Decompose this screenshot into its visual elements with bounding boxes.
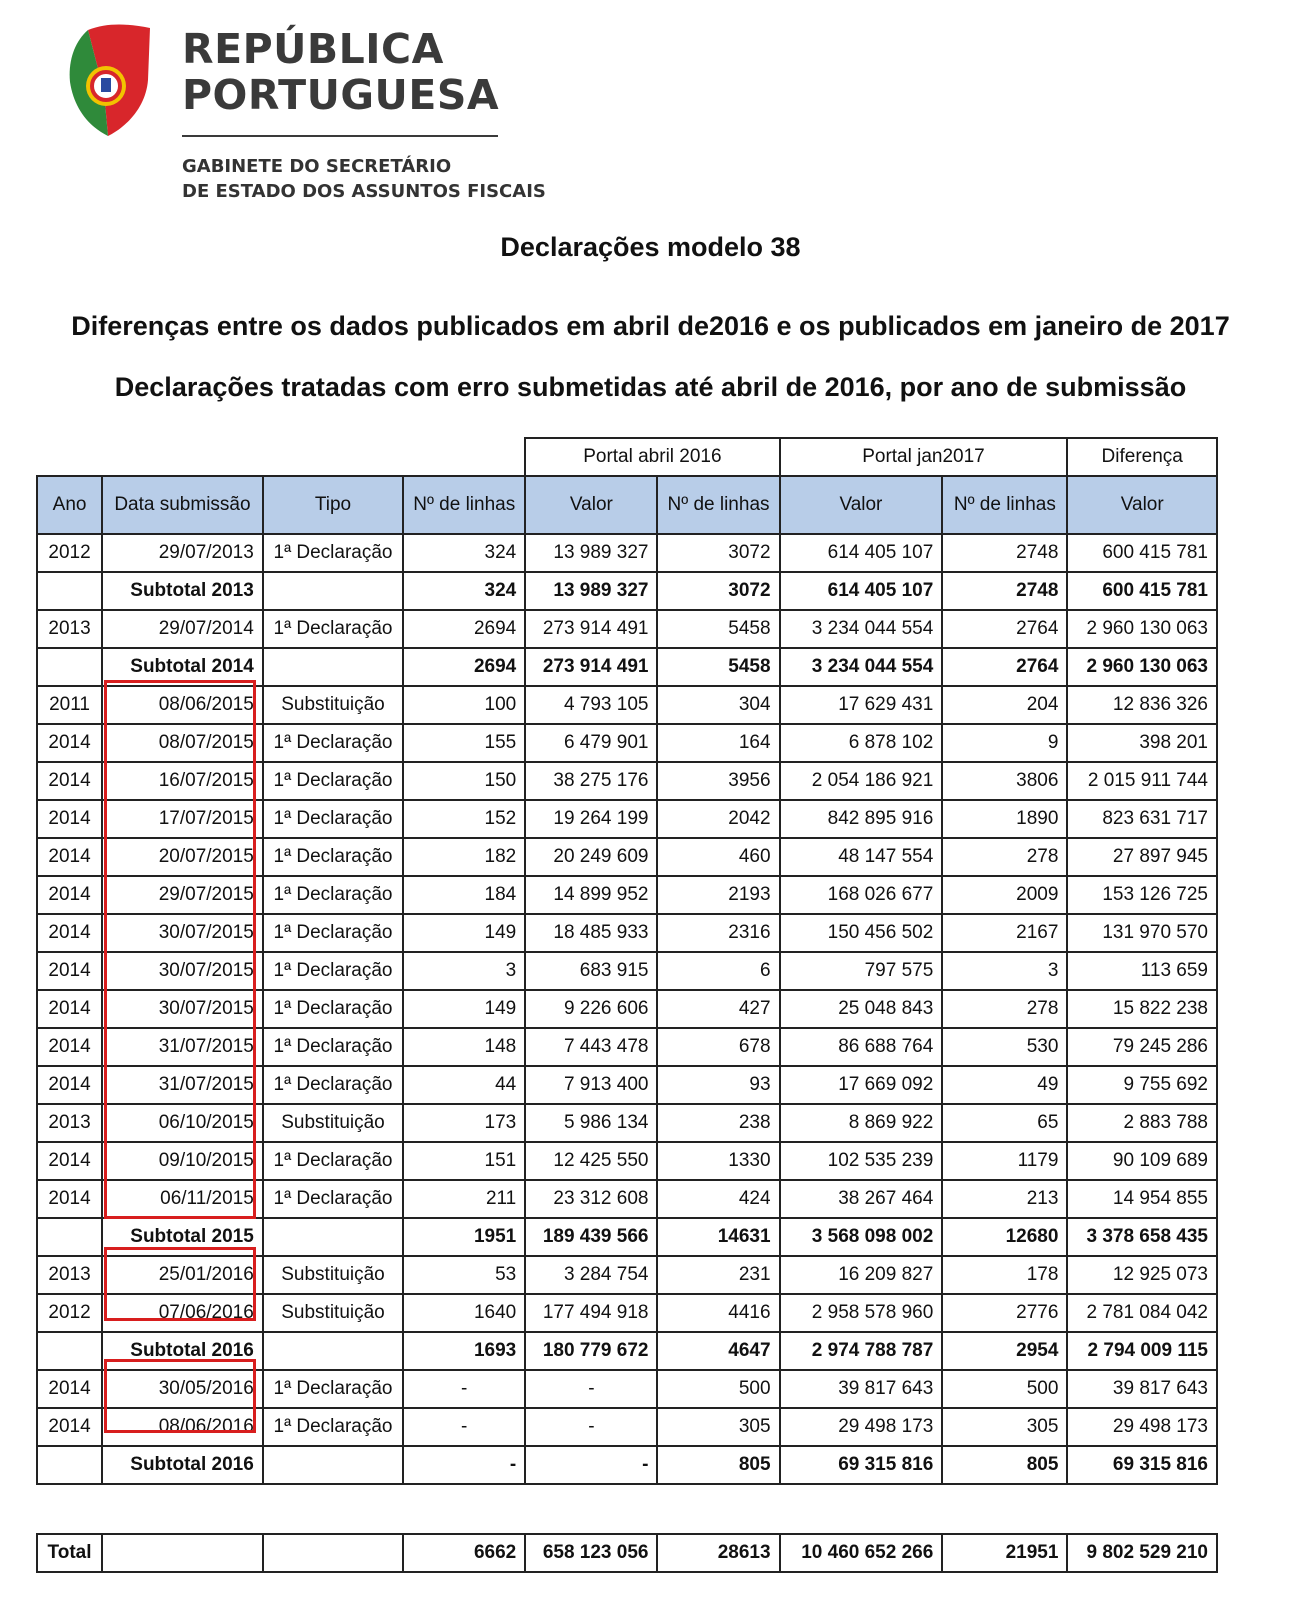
table-cell: 1ª Declaração: [263, 1142, 403, 1180]
table-cell: 2014: [37, 876, 102, 914]
org-name-line1: REPÚBLICA: [182, 25, 444, 73]
table-cell: 3 378 658 435: [1067, 1218, 1217, 1256]
table-cell: 398 201: [1067, 724, 1217, 762]
table-cell: 16/07/2015: [102, 762, 263, 800]
table-cell: 149: [403, 990, 525, 1028]
total-label: Total: [37, 1534, 102, 1572]
table-cell: 805: [942, 1446, 1067, 1484]
table-cell: 150: [403, 762, 525, 800]
table-cell: 8 869 922: [780, 1104, 943, 1142]
table-cell: 2 974 788 787: [780, 1332, 943, 1370]
table-cell: -: [525, 1370, 657, 1408]
table-cell: 48 147 554: [780, 838, 943, 876]
table-cell: 213: [942, 1180, 1067, 1218]
column-header-row: [37, 476, 1217, 534]
table-cell: Subtotal 2016: [102, 1332, 263, 1370]
table-cell: 2 015 911 744: [1067, 762, 1217, 800]
table-cell: 500: [657, 1370, 779, 1408]
document-title: Declarações modelo 38: [500, 232, 801, 262]
table-cell: 173: [403, 1104, 525, 1142]
table-cell: 113 659: [1067, 952, 1217, 990]
table-cell: 2 883 788: [1067, 1104, 1217, 1142]
table-cell: 842 895 916: [780, 800, 943, 838]
table-cell: 2748: [942, 572, 1067, 610]
table-cell: 31/07/2015: [102, 1066, 263, 1104]
table-cell: 178: [942, 1256, 1067, 1294]
table-cell: 3 284 754: [525, 1256, 657, 1294]
portugal-coat-of-arms-icon: [68, 22, 152, 140]
table-cell: 1ª Declaração: [263, 952, 403, 990]
table-cell: 164: [657, 724, 779, 762]
table-cell: 14631: [657, 1218, 779, 1256]
col-header-linhas-jan: Nº de linhas: [657, 476, 779, 534]
table-cell: 7 443 478: [525, 1028, 657, 1066]
table-cell: 3072: [657, 534, 779, 572]
table-cell: 600 415 781: [1067, 572, 1217, 610]
table-cell: 231: [657, 1256, 779, 1294]
table-cell: 153 126 725: [1067, 876, 1217, 914]
total-table: [36, 1533, 1218, 1573]
group-header-portal-jan: Portal jan2017: [780, 438, 1068, 476]
table-cell: [263, 1218, 403, 1256]
table-cell: 90 109 689: [1067, 1142, 1217, 1180]
table-cell: 79 245 286: [1067, 1028, 1217, 1066]
table-cell: 1ª Declaração: [263, 990, 403, 1028]
table-cell: -: [403, 1446, 525, 1484]
table-cell: 15 822 238: [1067, 990, 1217, 1028]
table-row: [37, 1408, 1217, 1446]
table-cell: 168 026 677: [780, 876, 943, 914]
table-row: [37, 914, 1217, 952]
table-cell: 2014: [37, 724, 102, 762]
table-cell: 460: [657, 838, 779, 876]
table-cell: 3072: [657, 572, 779, 610]
table-cell: 9 755 692: [1067, 1066, 1217, 1104]
table-cell: 2012: [37, 1294, 102, 1332]
col-header-tipo: Tipo: [263, 476, 403, 534]
table-cell: 38 275 176: [525, 762, 657, 800]
table-cell: 2014: [37, 762, 102, 800]
table-cell: 49: [942, 1066, 1067, 1104]
total-cell: 6662: [403, 1534, 525, 1572]
table-cell: 1ª Declaração: [263, 534, 403, 572]
table-cell: 131 970 570: [1067, 914, 1217, 952]
col-header-valor-jan: Valor: [780, 476, 943, 534]
table-cell: 7 913 400: [525, 1066, 657, 1104]
table-cell: 2748: [942, 534, 1067, 572]
table-cell: Subtotal 2015: [102, 1218, 263, 1256]
table-cell: 86 688 764: [780, 1028, 943, 1066]
table-cell: 14 899 952: [525, 876, 657, 914]
table-cell: 6 479 901: [525, 724, 657, 762]
table-cell: 06/10/2015: [102, 1104, 263, 1142]
table-cell: 1951: [403, 1218, 525, 1256]
table-cell: 3 234 044 554: [780, 648, 943, 686]
table-cell: 08/06/2016: [102, 1408, 263, 1446]
table-cell: 9 226 606: [525, 990, 657, 1028]
table-row: [37, 686, 1217, 724]
table-cell: 2694: [403, 610, 525, 648]
table-cell: 678: [657, 1028, 779, 1066]
table-cell: 17 669 092: [780, 1066, 943, 1104]
table-cell: 38 267 464: [780, 1180, 943, 1218]
table-cell: 07/06/2016: [102, 1294, 263, 1332]
table-cell: 17/07/2015: [102, 800, 263, 838]
table-cell: 39 817 643: [780, 1370, 943, 1408]
table-cell: 2011: [37, 686, 102, 724]
subtotal-row: [37, 1446, 1217, 1484]
table-cell: 29/07/2014: [102, 610, 263, 648]
table-cell: 1640: [403, 1294, 525, 1332]
table-cell: 2042: [657, 800, 779, 838]
table-cell: 2012: [37, 534, 102, 572]
table-cell: 211: [403, 1180, 525, 1218]
table-row: [37, 800, 1217, 838]
table-cell: 1ª Declaração: [263, 1370, 403, 1408]
table-cell: 6: [657, 952, 779, 990]
table-cell: 500: [942, 1370, 1067, 1408]
table-cell: 69 315 816: [1067, 1446, 1217, 1484]
group-header-diferenca: Diferença: [1067, 438, 1217, 476]
document-subtitle: Diferenças entre os dados publicados em abril de2016 e os publicados em janeiro de 2017: [71, 311, 1230, 341]
table-cell: 304: [657, 686, 779, 724]
table-cell: 29/07/2015: [102, 876, 263, 914]
table-cell: 25 048 843: [780, 990, 943, 1028]
table-cell: 600 415 781: [1067, 534, 1217, 572]
table-cell: 530: [942, 1028, 1067, 1066]
org-name-line2: PORTUGUESA: [182, 71, 500, 119]
table-cell: 1ª Declaração: [263, 610, 403, 648]
dept-line2: DE ESTADO DOS ASSUNTOS FISCAIS: [182, 181, 546, 202]
col-header-ano: Ano: [37, 476, 102, 534]
table-cell: 2 958 578 960: [780, 1294, 943, 1332]
declarations-table: [36, 437, 1218, 1485]
table-cell: 23 312 608: [525, 1180, 657, 1218]
table-cell: 12 425 550: [525, 1142, 657, 1180]
table-cell: 09/10/2015: [102, 1142, 263, 1180]
table-cell: 180 779 672: [525, 1332, 657, 1370]
table-cell: 305: [657, 1408, 779, 1446]
table-row: [37, 1104, 1217, 1142]
table-cell: 2013: [37, 1256, 102, 1294]
table-row: [37, 1066, 1217, 1104]
table-cell: 29/07/2013: [102, 534, 263, 572]
table-cell: 2193: [657, 876, 779, 914]
table-cell: 823 631 717: [1067, 800, 1217, 838]
table-cell: 30/07/2015: [102, 990, 263, 1028]
group-header-row: [37, 438, 1217, 476]
table-cell: 155: [403, 724, 525, 762]
table-cell: Subtotal 2016: [102, 1446, 263, 1484]
department-name: [182, 154, 546, 204]
table-cell: 16 209 827: [780, 1256, 943, 1294]
col-header-valor-dif: Valor: [1067, 476, 1217, 534]
table-cell: 29 498 173: [780, 1408, 943, 1446]
table-cell: 6 878 102: [780, 724, 943, 762]
table-cell: Substituição: [263, 1256, 403, 1294]
table-cell: 204: [942, 686, 1067, 724]
table-cell: 29 498 173: [1067, 1408, 1217, 1446]
table-cell: 2764: [942, 610, 1067, 648]
table-cell: 08/07/2015: [102, 724, 263, 762]
table-cell: 3 568 098 002: [780, 1218, 943, 1256]
table-cell: Subtotal 2013: [102, 572, 263, 610]
table-cell: 2014: [37, 1370, 102, 1408]
table-row: [37, 1028, 1217, 1066]
total-cell: 28613: [657, 1534, 779, 1572]
table-cell: 2014: [37, 1142, 102, 1180]
table-cell: 1ª Declaração: [263, 838, 403, 876]
table-cell: 30/05/2016: [102, 1370, 263, 1408]
table-cell: 3: [942, 952, 1067, 990]
table-cell: [37, 648, 102, 686]
table-cell: 3956: [657, 762, 779, 800]
table-cell: 2014: [37, 800, 102, 838]
table-cell: 65: [942, 1104, 1067, 1142]
table-cell: 100: [403, 686, 525, 724]
table-cell: 4647: [657, 1332, 779, 1370]
total-cell: 21951: [942, 1534, 1067, 1572]
table-cell: 1ª Declaração: [263, 800, 403, 838]
table-cell: 278: [942, 838, 1067, 876]
table-row: [37, 1294, 1217, 1332]
col-header-data: Data submissão: [102, 476, 263, 534]
table-row: [37, 838, 1217, 876]
subtotal-row: [37, 648, 1217, 686]
table-cell: 39 817 643: [1067, 1370, 1217, 1408]
col-header-valor-abril: Valor: [525, 476, 657, 534]
total-cell: [263, 1534, 403, 1572]
table-cell: 2 054 186 921: [780, 762, 943, 800]
table-cell: 177 494 918: [525, 1294, 657, 1332]
table-cell: 93: [657, 1066, 779, 1104]
table-cell: 1890: [942, 800, 1067, 838]
table-cell: 1ª Declaração: [263, 1066, 403, 1104]
table-cell: 1ª Declaração: [263, 1408, 403, 1446]
table-cell: 20/07/2015: [102, 838, 263, 876]
table-cell: 1ª Declaração: [263, 762, 403, 800]
table-cell: [37, 1446, 102, 1484]
table-cell: 4416: [657, 1294, 779, 1332]
table-row: [37, 952, 1217, 990]
table-cell: 5458: [657, 648, 779, 686]
table-cell: 3 234 044 554: [780, 610, 943, 648]
table-cell: 2694: [403, 648, 525, 686]
table-cell: 2013: [37, 610, 102, 648]
table-cell: 1179: [942, 1142, 1067, 1180]
table-cell: 184: [403, 876, 525, 914]
table-cell: 2316: [657, 914, 779, 952]
table-cell: 4 793 105: [525, 686, 657, 724]
header-divider: [182, 135, 498, 137]
total-cell: 658 123 056: [525, 1534, 657, 1572]
table-row: [37, 534, 1217, 572]
table-cell: 14 954 855: [1067, 1180, 1217, 1218]
table-cell: 1693: [403, 1332, 525, 1370]
table-cell: [37, 1332, 102, 1370]
table-cell: -: [525, 1408, 657, 1446]
table-cell: 2009: [942, 876, 1067, 914]
table-cell: 238: [657, 1104, 779, 1142]
table-cell: 1330: [657, 1142, 779, 1180]
table-row: [37, 1256, 1217, 1294]
table-cell: 148: [403, 1028, 525, 1066]
table-cell: 19 264 199: [525, 800, 657, 838]
table-cell: 324: [403, 572, 525, 610]
table-cell: -: [403, 1370, 525, 1408]
table-cell: Subtotal 2014: [102, 648, 263, 686]
table-row: [37, 724, 1217, 762]
table-cell: Substituição: [263, 1294, 403, 1332]
table-cell: [37, 572, 102, 610]
table-cell: 189 439 566: [525, 1218, 657, 1256]
table-cell: 1ª Declaração: [263, 876, 403, 914]
table-cell: 683 915: [525, 952, 657, 990]
table-cell: 31/07/2015: [102, 1028, 263, 1066]
subtotal-row: [37, 1218, 1217, 1256]
group-header-portal-abril: Portal abril 2016: [525, 438, 779, 476]
total-row: [37, 1534, 1217, 1572]
table-cell: 69 315 816: [780, 1446, 943, 1484]
col-header-linhas-dif: Nº de linhas: [942, 476, 1067, 534]
table-cell: 2014: [37, 1028, 102, 1066]
table-cell: 53: [403, 1256, 525, 1294]
table-row: [37, 1180, 1217, 1218]
organization-name: [182, 26, 499, 118]
table-row: [37, 762, 1217, 800]
table-cell: 1ª Declaração: [263, 724, 403, 762]
table-cell: 12680: [942, 1218, 1067, 1256]
table-cell: Substituição: [263, 686, 403, 724]
table-cell: [263, 572, 403, 610]
table-cell: 427: [657, 990, 779, 1028]
table-cell: 2 960 130 063: [1067, 648, 1217, 686]
table-cell: 44: [403, 1066, 525, 1104]
table-cell: 2014: [37, 1180, 102, 1218]
table-cell: 2014: [37, 990, 102, 1028]
table-cell: 3: [403, 952, 525, 990]
total-cell: [102, 1534, 263, 1572]
table-cell: 273 914 491: [525, 610, 657, 648]
table-cell: 152: [403, 800, 525, 838]
table-cell: Substituição: [263, 1104, 403, 1142]
table-cell: 06/11/2015: [102, 1180, 263, 1218]
table-cell: 30/07/2015: [102, 914, 263, 952]
table-cell: 5458: [657, 610, 779, 648]
table-row: [37, 1142, 1217, 1180]
subtotal-row: [37, 1332, 1217, 1370]
document-subtitle-2: Declarações tratadas com erro submetidas até abril de 2016, por ano de submissão: [114, 372, 1187, 402]
table-row: [37, 1370, 1217, 1408]
table-cell: 2013: [37, 1104, 102, 1142]
table-cell: 1ª Declaração: [263, 1180, 403, 1218]
total-cell: 9 802 529 210: [1067, 1534, 1217, 1572]
subtotal-row: [37, 572, 1217, 610]
table-cell: 2776: [942, 1294, 1067, 1332]
table-cell: 2014: [37, 1066, 102, 1104]
table-cell: 17 629 431: [780, 686, 943, 724]
table-cell: 805: [657, 1446, 779, 1484]
table-cell: [263, 1446, 403, 1484]
table-cell: 18 485 933: [525, 914, 657, 952]
table-cell: 3806: [942, 762, 1067, 800]
table-row: [37, 990, 1217, 1028]
table-cell: -: [403, 1408, 525, 1446]
table-cell: 2954: [942, 1332, 1067, 1370]
table-cell: 27 897 945: [1067, 838, 1217, 876]
table-cell: 102 535 239: [780, 1142, 943, 1180]
table-cell: 13 989 327: [525, 572, 657, 610]
table-cell: 614 405 107: [780, 534, 943, 572]
table-cell: 12 836 326: [1067, 686, 1217, 724]
table-cell: 273 914 491: [525, 648, 657, 686]
table-row: [37, 610, 1217, 648]
table-cell: 12 925 073: [1067, 1256, 1217, 1294]
table-cell: 1ª Declaração: [263, 914, 403, 952]
table-cell: 2 794 009 115: [1067, 1332, 1217, 1370]
table-cell: 2014: [37, 838, 102, 876]
col-header-linhas-abril: Nº de linhas: [403, 476, 525, 534]
table-cell: 182: [403, 838, 525, 876]
table-cell: 2167: [942, 914, 1067, 952]
table-cell: [37, 1218, 102, 1256]
table-cell: 305: [942, 1408, 1067, 1446]
table-cell: 13 989 327: [525, 534, 657, 572]
table-cell: 25/01/2016: [102, 1256, 263, 1294]
table-row: [37, 876, 1217, 914]
table-cell: -: [525, 1446, 657, 1484]
table-cell: 324: [403, 534, 525, 572]
dept-line1: GABINETE DO SECRETÁRIO: [182, 156, 452, 177]
table-cell: 2 960 130 063: [1067, 610, 1217, 648]
table-cell: 20 249 609: [525, 838, 657, 876]
table-cell: [263, 648, 403, 686]
table-cell: 2 781 084 042: [1067, 1294, 1217, 1332]
table-cell: 5 986 134: [525, 1104, 657, 1142]
table-cell: 151: [403, 1142, 525, 1180]
table-cell: 797 575: [780, 952, 943, 990]
table-cell: 278: [942, 990, 1067, 1028]
table-cell: 149: [403, 914, 525, 952]
table-cell: 2014: [37, 914, 102, 952]
total-cell: 10 460 652 266: [780, 1534, 943, 1572]
table-cell: 614 405 107: [780, 572, 943, 610]
table-cell: [263, 1332, 403, 1370]
table-cell: 150 456 502: [780, 914, 943, 952]
table-cell: 2014: [37, 952, 102, 990]
table-cell: 9: [942, 724, 1067, 762]
table-cell: 424: [657, 1180, 779, 1218]
table-cell: 1ª Declaração: [263, 1028, 403, 1066]
table-cell: 2764: [942, 648, 1067, 686]
table-cell: 2014: [37, 1408, 102, 1446]
table-cell: 30/07/2015: [102, 952, 263, 990]
table-cell: 08/06/2015: [102, 686, 263, 724]
